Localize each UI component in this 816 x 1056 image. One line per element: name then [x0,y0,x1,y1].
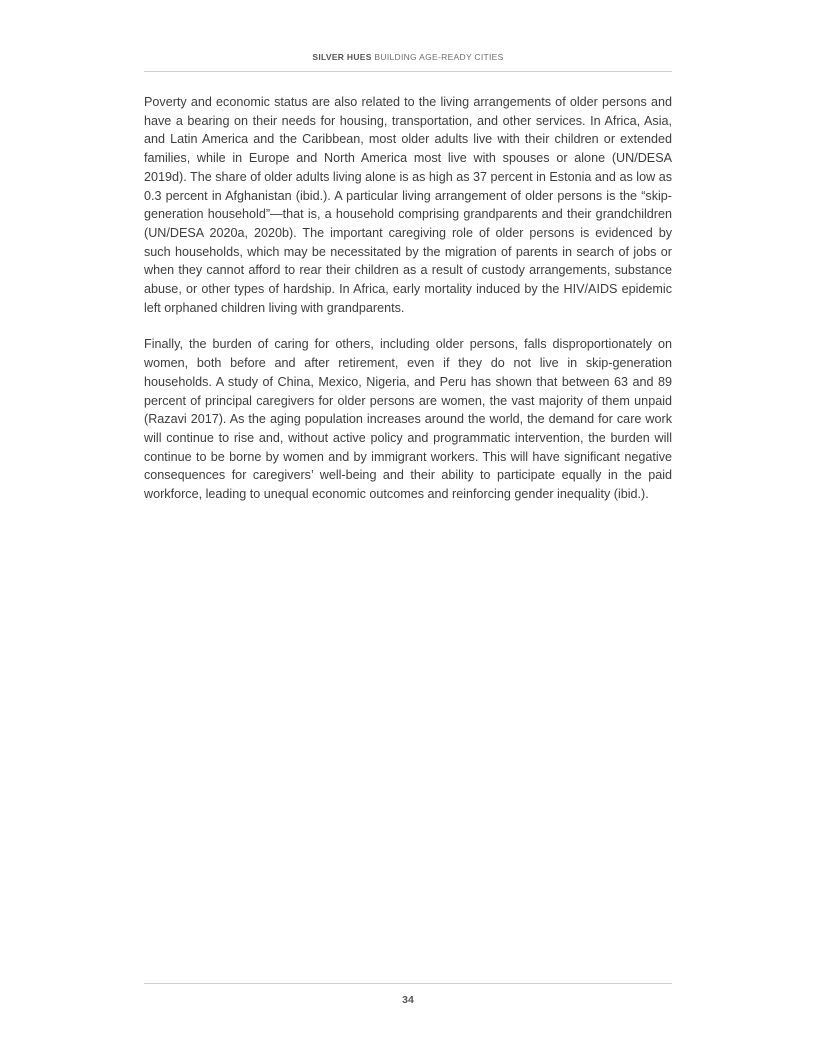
paragraph-living-arrangements: Poverty and economic status are also related to the living arrangements of older persons and have a bearing on their needs for housing, transportation, and other services. In Africa, Asia, and Latin America and the Caribbean, most older adults live with their children or extended families, while in Europe and North America most live with spouses or alone (UN/DESA 2019d). The share of older adults living alone is as high as 37 percent in Estonia and as low as 0.3 percent in Afghanistan (ibid.). A particular living arrangement of older persons is the “skip-generation household”—that is, a household comprising grandparents and their grandchildren (UN/DESA 2020a, 2020b). The important caregiving role of older persons is evidenced by such households, which may be necessitated by the migration of parents in search of jobs or when they cannot afford to rear their children as a result of custody arrangements, substance abuse, or other types of hardship. In Africa, early mortality induced by the HIV/AIDS epidemic left orphaned children living with grandparents. [144,95,672,315]
paragraph-caregiving-burden: Finally, the burden of caring for others, including older persons, falls disproportionately on women, both before and after retirement, even if they do not live in skip-generation households. A study of China, Mexico, Nigeria, and Peru has shown that between 63 and 89 percent of principal caregivers for older persons are women, the vast majority of them unpaid (Razavi 2017). As the aging population increases around the world, the demand for care work will continue to rise and, without active policy and programmatic intervention, the burden will continue to be borne by women and by immigrant workers. This will have significant negative consequences for caregivers’ well-being and their ability to participate equally in the paid workforce, leading to unequal economic outcomes and reinforcing gender inequality (ibid.). [144,337,672,502]
header-divider [144,71,672,72]
header-book-title: BUILDING AGE-READY CITIES [374,52,504,62]
footer-divider [144,983,672,984]
header-series-name: SILVER HUES [312,52,372,62]
running-header [144,52,672,62]
body-text [144,93,672,522]
page-number: 34 [402,994,414,1006]
